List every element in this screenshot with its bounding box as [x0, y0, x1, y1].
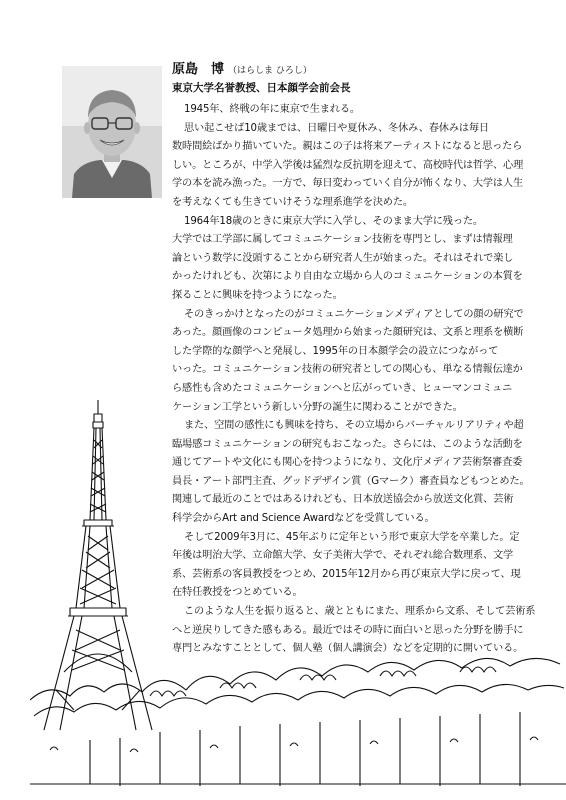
bio-line: 思い起こせば10歳までは、日曜日や夏休み、冬休み、春休みは毎日 [184, 122, 489, 134]
bio-line: 1964年18歳のときに東京大学に入学し、そのまま大学に残った。 [184, 215, 483, 227]
eiffel-tower-sketch-icon [30, 400, 566, 792]
eiffel-tower-illustration [30, 400, 566, 792]
bio-line: を考えなくても生きていけそうな理系進学を決めた。 [172, 196, 413, 208]
bio-line: このような人生を振り返ると、歳とともにまた、理系から文系、そして芸術系 [184, 606, 536, 618]
bio-line: 数時間絵ばかり描いていた。親はこの子は将来アーティストになると思ったら [172, 141, 523, 153]
bio-line: 学の本を読み漁った。一方で、毎日変わっていく自分が怖くなり、大学は人生 [172, 178, 524, 190]
bio-line: 1945年、終戦の年に東京で生まれる。 [184, 104, 360, 115]
bio-line: 員長・アート部門主査、グッドデザイン賞（Gマーク）審査員などもつとめた。 [172, 475, 530, 487]
bio-line: いった。コミュニケーション技術の研究者としての関心も、単なる情報伝達か [172, 364, 523, 376]
portrait-photo [62, 66, 162, 198]
bio-line: 関連して最近のことではあるけれども、日本放送協会から放送文化賞、芸術 [172, 494, 514, 506]
bio-line: した学際的な顔学へと発展し、1995年の日本顔学会の設立につながって [172, 345, 499, 357]
bio-line: そのきっかけとなったのがコミュニケーションメディアとしての顔の研究で [184, 308, 524, 320]
bio-line: へと逆戻りしてきた感もある。最近ではその時に面白いと思った分野を勝手に [172, 624, 524, 636]
bio-line: しい。ところが、中学入学後は猛烈な反抗期を迎えて、高校時代は哲学、心理 [172, 159, 524, 171]
bio-line: 通じてアートや文化にも関心を持つようになり、文化庁メディア芸術祭審査委 [172, 457, 523, 469]
bio-line: ケーション工学という新しい分野の誕生に関わることができた。 [172, 401, 463, 413]
author-name-line [172, 58, 312, 76]
bio-line: 系、芸術系の客員教授をつとめ、2015年12月から再び東京大学に戻って、現 [172, 568, 521, 580]
author-name: 原島 博 [172, 62, 225, 77]
bio-line: 論という数学に没頭することから研究者人生が始まった。それはそれで楽し [172, 252, 514, 264]
bio-line: 在特任教授をつとめている。 [172, 587, 303, 599]
bio-line: 臨場感コミュニケーションの研究もおこなった。さらには、このような活動を [172, 438, 523, 450]
bio-line: かったけれども、次第により自由な立場から人のコミュニケーションの本質を [172, 271, 523, 283]
bio-line: 専門とみなすこととして、個人塾（個人講演会）などを定期的に開いている。 [172, 643, 524, 655]
bio-line: 大学では工学部に属してコミュニケーション技術を専門とし、まずは情報理 [172, 234, 513, 246]
bio-line: また、空間の感性にも興味を持ち、その立場からバーチャルリアリティや超 [184, 420, 524, 432]
bio-line: 科学会からArt and Science Awardなどを受賞している。 [172, 513, 435, 525]
author-title: 東京大学名誉教授、日本顔学会前会長 [172, 82, 351, 94]
author-name-reading: （はらしま ひろし） [228, 66, 312, 76]
bio-line: 年後は明治大学、立命館大学、女子美術大学で、それぞれ総合数理系、文学 [172, 550, 514, 562]
portrait-icon [62, 66, 162, 198]
bio-line: そして2009年3月に、45年ぶりに定年という形で東京大学を卒業した。定 [184, 531, 520, 543]
bio-line: あった。顔画像のコンピュータ処理から始まった顔研究は、文系と理系を横断 [172, 327, 524, 339]
bio-line: ら感性も含めたコミュニケーションへと広がっていき、ヒューマンコミュニ [172, 382, 513, 394]
bio-line: 探ることに興味を持つようになった。 [172, 289, 343, 301]
